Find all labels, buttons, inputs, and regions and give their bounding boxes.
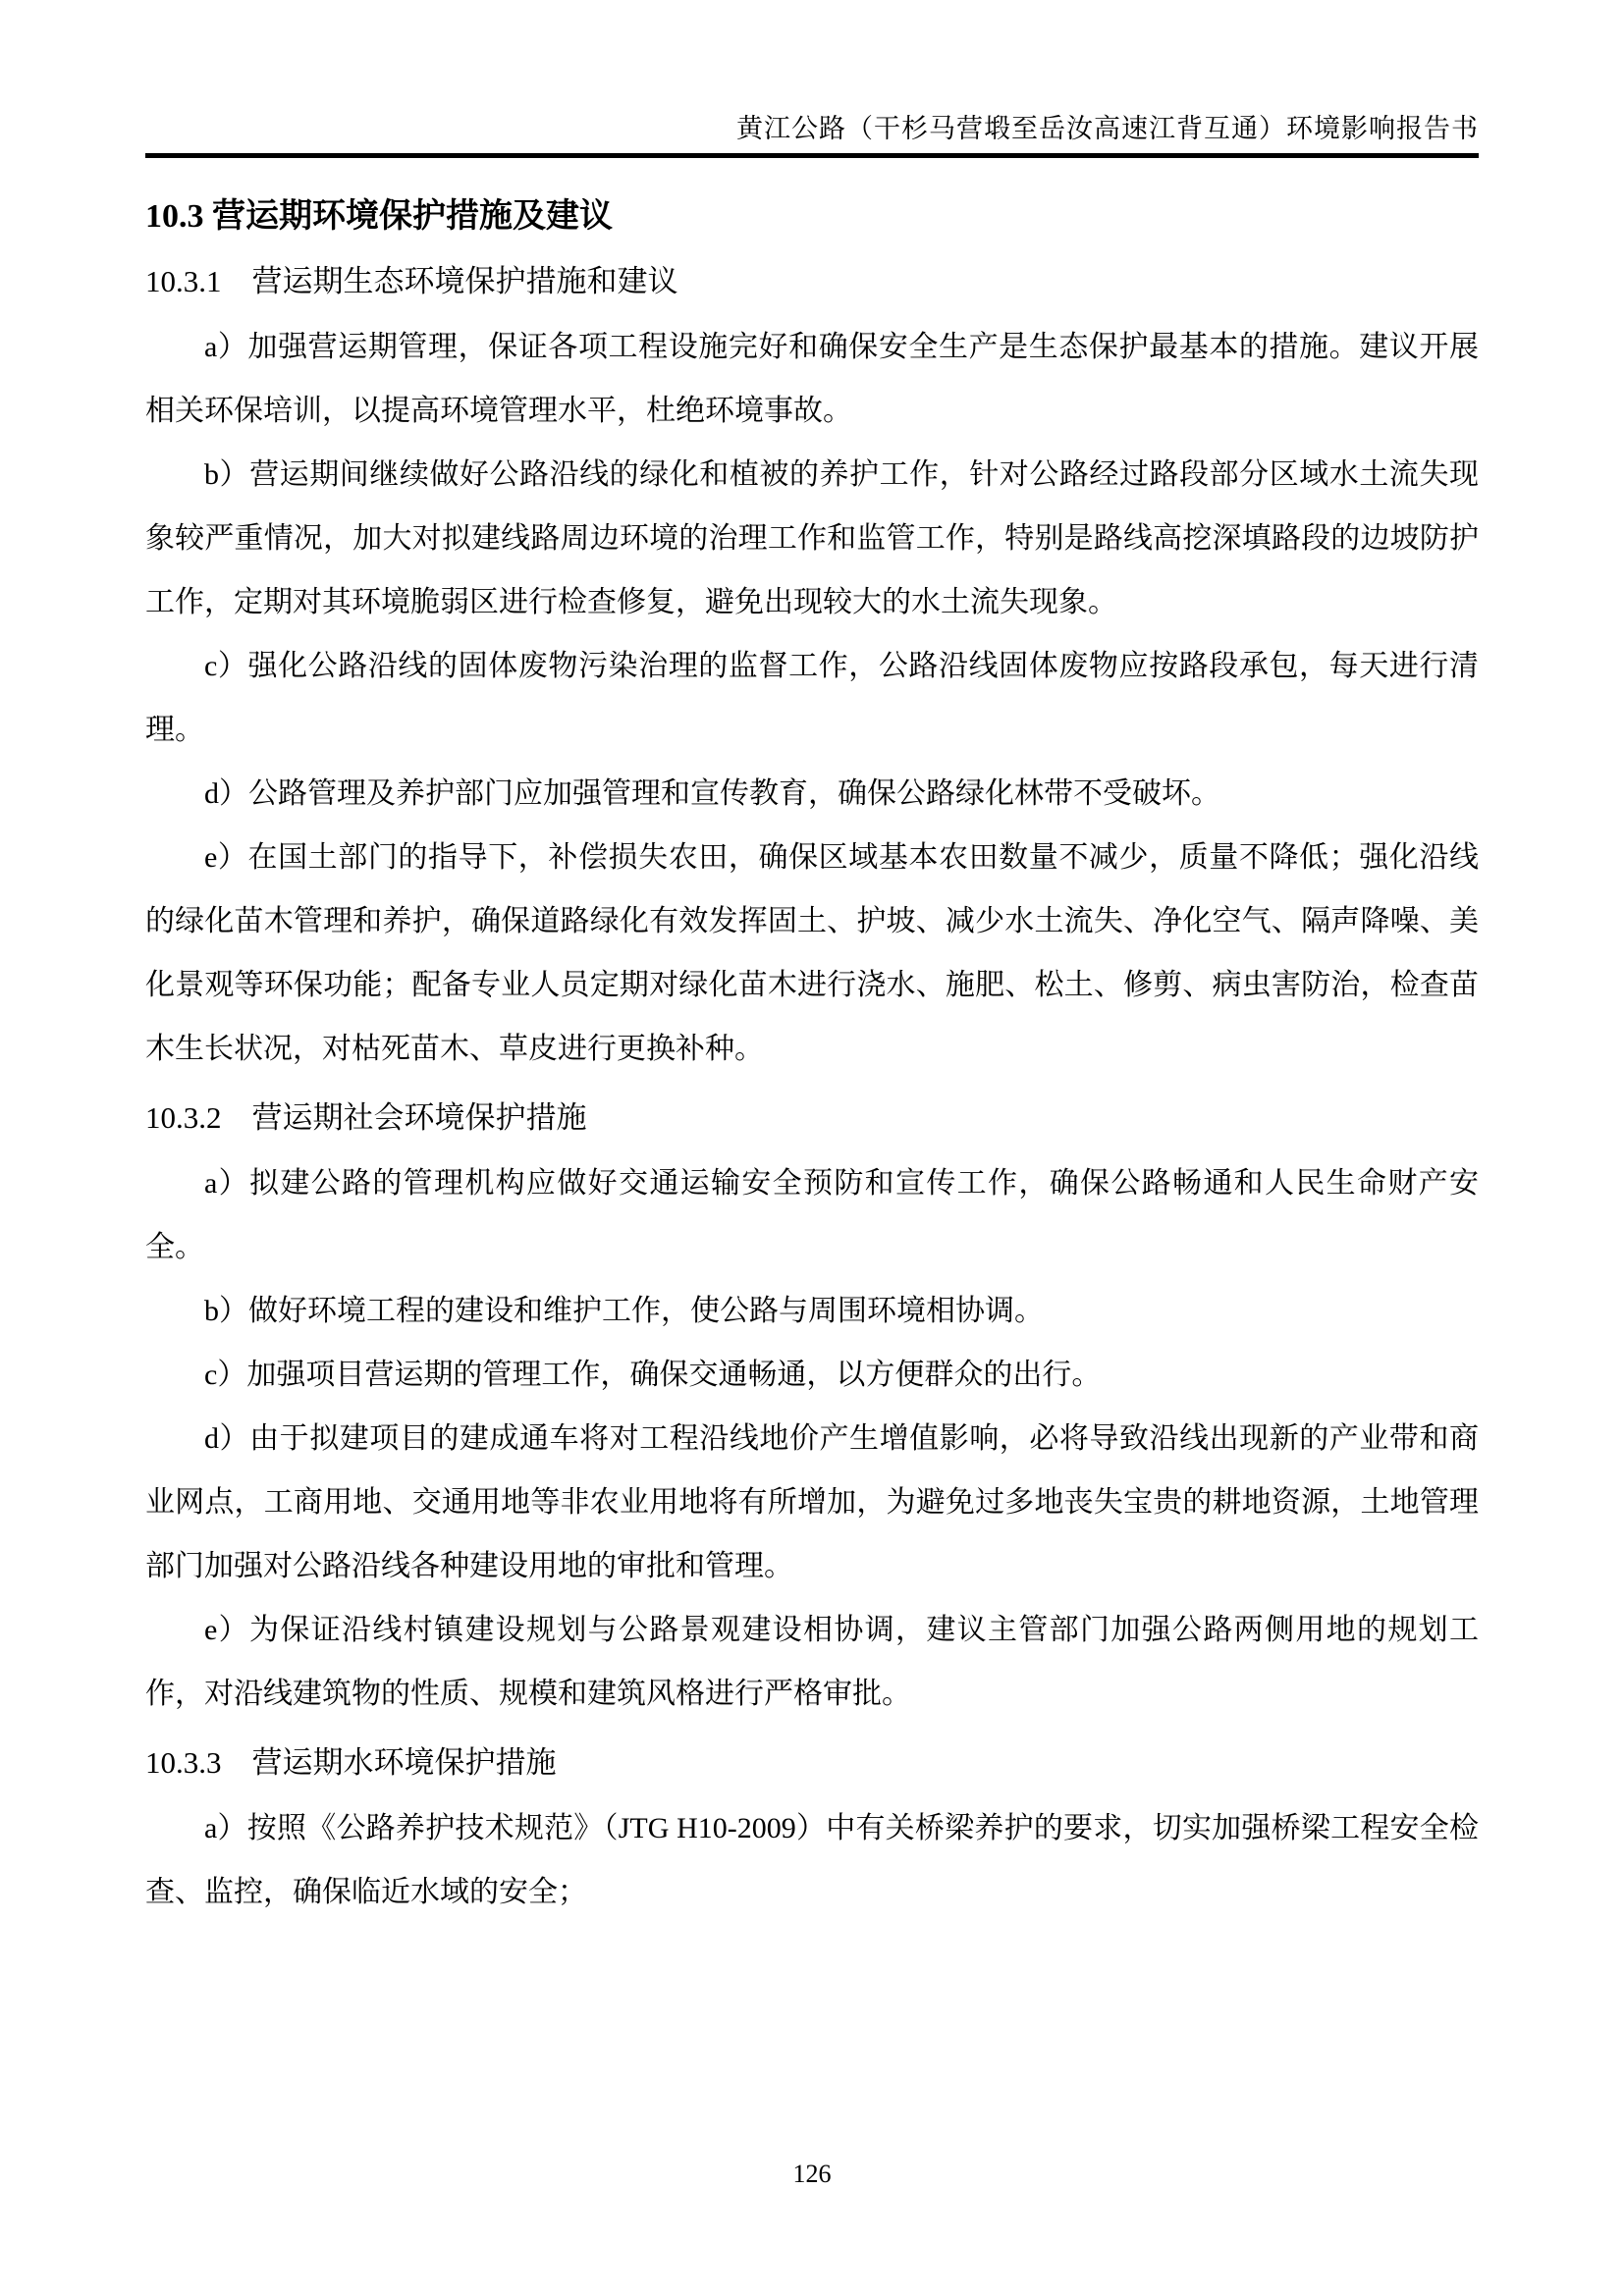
paragraph-10-3-1-b: b）营运期间继续做好公路沿线的绿化和植被的养护工作，针对公路经过路段部分区域水土流失现象较严重情况，加大对拟建线路周边环境的治理工作和监管工作，特别是路线高挖深填路段的边坡防护工作，定期对其环境脆弱区进行检查修复，避免出现较大的水土流失现象。 <box>145 458 1479 618</box>
paragraph-10-3-2-a: a）拟建公路的管理机构应做好交通运输安全预防和宣传工作，确保公路畅通和人民生命财产安全。 <box>145 1167 1479 1263</box>
paragraph-10-3-1-d: d）公路管理及养护部门应加强管理和宣传教育，确保公路绿化林带不受破坏。 <box>204 777 1220 810</box>
section-heading-10-3: 10.3 营运期环境保护措施及建议 <box>145 198 613 235</box>
paragraph-10-3-3-a: a）按照《公路养护技术规范》（JTG H10-2009）中有关桥梁养护的要求，切实加强桥梁工程安全检查、监控，确保临近水域的安全； <box>145 1812 1479 1908</box>
paragraph-10-3-1-c: c）强化公路沿线的固体废物污染治理的监督工作，公路沿线固体废物应按路段承包，每天进行清理。 <box>145 650 1479 746</box>
page-number: 126 <box>792 2160 832 2188</box>
paragraph-10-3-2-e: e）为保证沿线村镇建设规划与公路景观建设相协调，建议主管部门加强公路两侧用地的规划工作，对沿线建筑物的性质、规模和建筑风格进行严格审批。 <box>145 1614 1479 1710</box>
paragraph-10-3-1-a: a）加强营运期管理，保证各项工程设施完好和确保安全生产是生态保护最基本的措施。建议开展相关环保培训，以提高环境管理水平，杜绝环境事故。 <box>145 331 1479 427</box>
paragraph-10-3-2-c: c）加强项目营运期的管理工作，确保交通畅通，以方便群众的出行。 <box>204 1359 1102 1391</box>
paragraph-10-3-2-b: b）做好环境工程的建设和维护工作，使公路与周围环境相协调。 <box>204 1295 1044 1327</box>
header-rule <box>145 153 1479 158</box>
header-title: 黄江公路（干杉马营塅至岳汝高速江背互通）环境影响报告书 <box>736 114 1479 143</box>
page-header <box>145 110 1479 158</box>
subsection-heading-10-3-2: 10.3.2 营运期社会环境保护措施 <box>145 1100 587 1135</box>
paragraph-10-3-2-d: d）由于拟建项目的建成通车将对工程沿线地价产生增值影响，必将导致沿线出现新的产业带和商业网点，工商用地、交通用地等非农业用地将有所增加，为避免过多地丧失宝贵的耕地资源，土地管理部门加强对公路沿线各种建设用地的审批和管理。 <box>145 1422 1479 1582</box>
page-footer <box>0 2159 1624 2190</box>
document-body <box>145 191 1479 1924</box>
subsection-heading-10-3-3: 10.3.3 营运期水环境保护措施 <box>145 1745 557 1780</box>
paragraph-10-3-1-e: e）在国土部门的指导下，补偿损失农田，确保区域基本农田数量不减少，质量不降低；强化沿线的绿化苗木管理和养护，确保道路绿化有效发挥固土、护坡、减少水土流失、净化空气、隔声降噪、美化景观等环保功能；配备专业人员定期对绿化苗木进行浇水、施肥、松土、修剪、病虫害防治，检查苗木生长状况，对枯死苗木、草皮进行更换补种。 <box>145 841 1479 1065</box>
subsection-heading-10-3-1: 10.3.1 营运期生态环境保护措施和建议 <box>145 264 678 298</box>
